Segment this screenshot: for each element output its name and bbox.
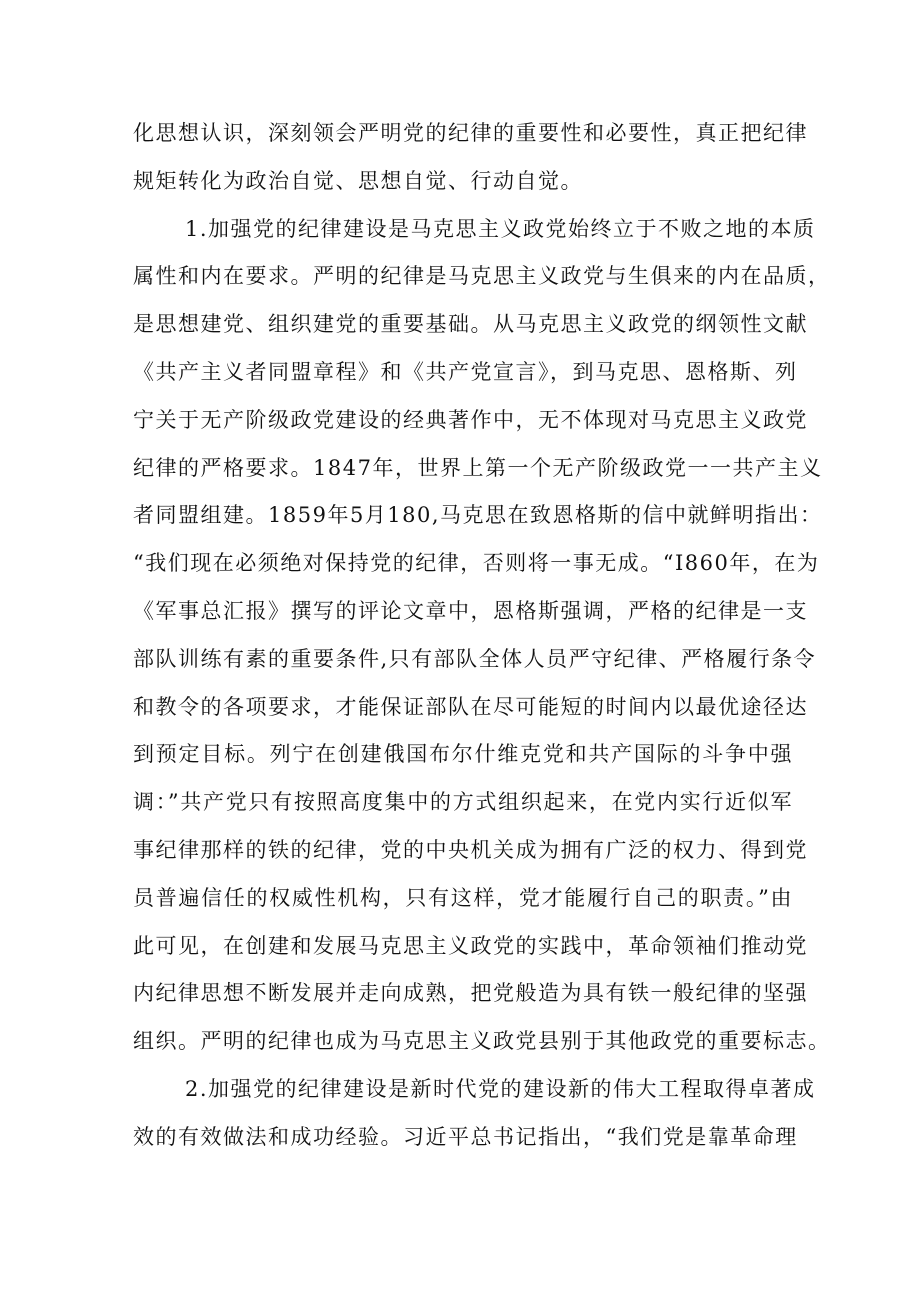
paragraph-2-line-18: 组织。严明的纪律也成为马克思主义政党县别于其他政党的重要标志。 bbox=[133, 1029, 831, 1054]
paragraph-2-line-6: 纪律的严格要求。1847年，世界上第一个无产阶级政党一一共产主义 bbox=[133, 455, 823, 480]
paragraph-2-line-3: 是思想建党、组织建党的重要基础。从马克思主义政党的纲领性文献 bbox=[133, 312, 808, 337]
paragraph-2-line-14: 事纪律那样的铁的纪律，党的中央机关成为拥有广泛的权力、得到党 bbox=[133, 837, 808, 862]
paragraph-2-line-1: 1.加强党的纪律建设是马克思主义政党始终立于不败之地的本质 bbox=[185, 216, 816, 241]
paragraph-2-line-13: 调：”共产党只有按照高度集中的方式组织起来，在党内实行近似军 bbox=[133, 790, 793, 815]
paragraph-2-line-9: 《军事总汇报》撰写的评论文章中，恩格斯强调，严格的纪律是一支 bbox=[133, 598, 808, 623]
paragraph-2-line-2: 属性和内在要求。严明的纪律是马克思主义政党与生俱来的内在品质， bbox=[133, 264, 831, 289]
paragraph-2-line-17: 内纪律思想不断发展并走向成熟，把党般造为具有铁一般纪律的坚强 bbox=[133, 981, 808, 1006]
paragraph-2-line-12: 到预定目标。列宁在创建俄国布尔什维克党和共产国际的斗争中强 bbox=[133, 742, 793, 767]
paragraph-2-line-15: 员普遍信任的权威性机构，只有这样，党才能履行自己的职责。”由 bbox=[133, 885, 793, 910]
paragraph-1-line-2: 规矩转化为政治自觉、思想自觉、行动自觉。 bbox=[133, 168, 583, 193]
paragraph-1-line-1: 化思想认识，深刻领会严明党的纪律的重要性和必要性，真正把纪律 bbox=[133, 121, 808, 145]
paragraph-2-line-10: 部队训练有素的重要条件,只有部队全体人员严守纪律、严格履行条令 bbox=[133, 646, 817, 671]
paragraph-2-line-5: 宁关于无产阶级政党建设的经典著作中，无不体现对马克思主义政党 bbox=[133, 407, 808, 432]
paragraph-2-line-8: “我们现在必须绝对保持党的纪律，否则将一事无成。“I860年，在为 bbox=[133, 551, 820, 576]
paragraph-2-line-11: 和教令的各项要求，才能保证部队在尽可能短的时间内以最优途径达 bbox=[133, 694, 808, 719]
paragraph-2-line-7: 者同盟组建。1859年5月180,马克思在致恩格斯的信中就鲜明指出： bbox=[133, 503, 823, 528]
paragraph-2-line-16: 此可见，在创建和发展马克思主义政党的实践中，革命领袖们推动党 bbox=[133, 933, 808, 958]
paragraph-2-line-4: 《共产主义者同盟章程》和《共产党宣言》，到马克思、恩格斯、列 bbox=[133, 359, 798, 384]
paragraph-3-line-1: 2.加强党的纪律建设是新时代党的建设新的伟大工程取得卓著成 bbox=[185, 1076, 816, 1101]
body-text bbox=[133, 110, 831, 1162]
paragraph-3-line-2: 效的有效做法和成功经验。习近平总书记指出，“我们党是靠革命理 bbox=[133, 1124, 798, 1149]
